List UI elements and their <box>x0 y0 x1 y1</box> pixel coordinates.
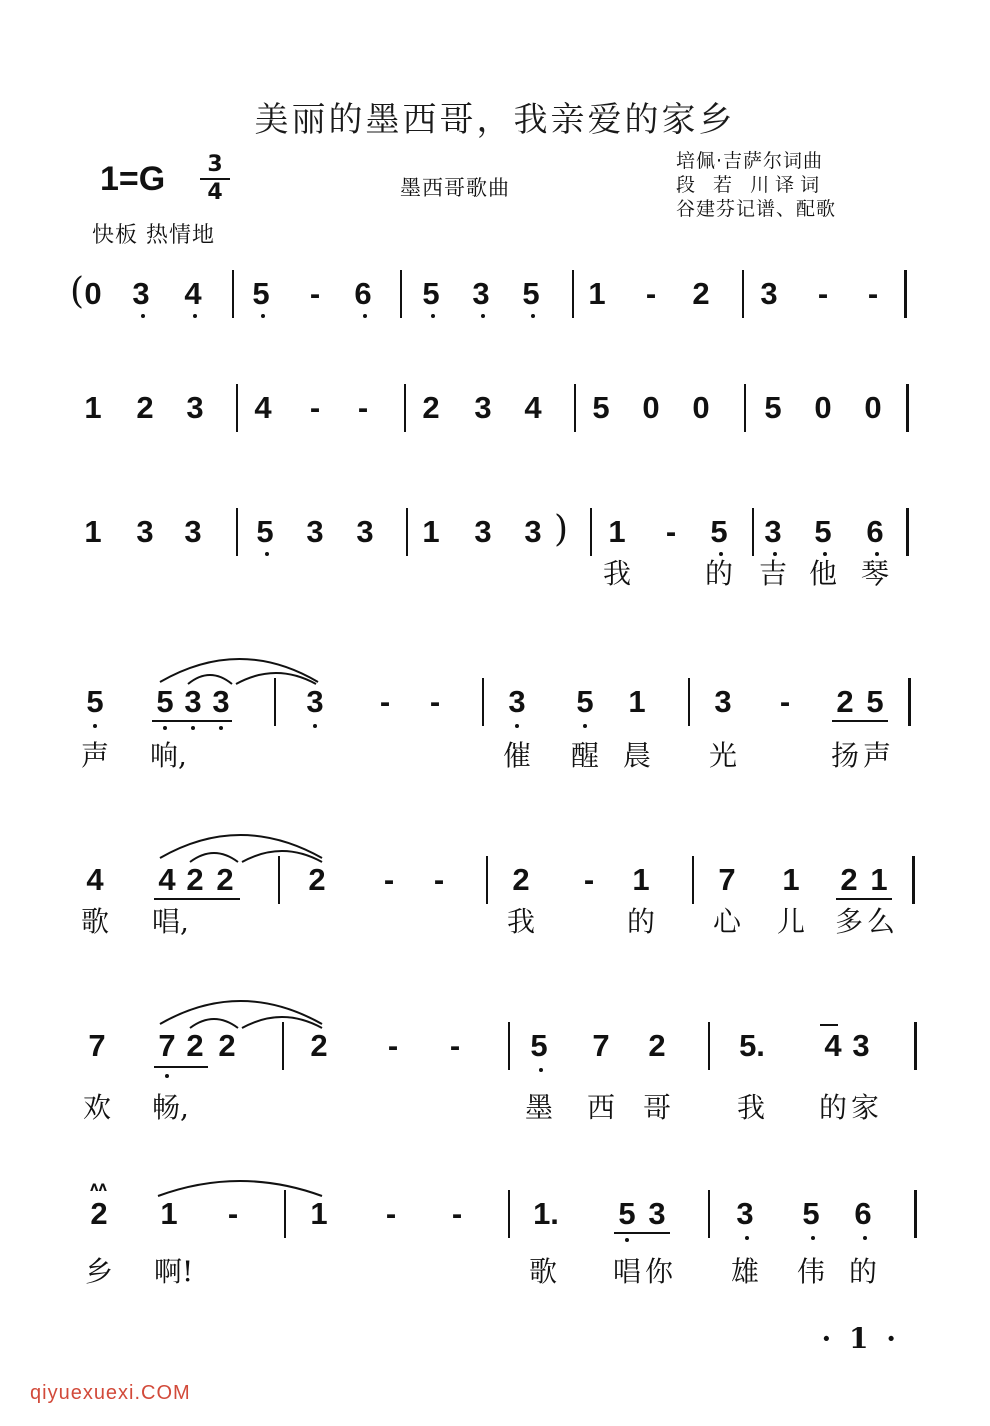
note: 2 <box>90 1196 108 1231</box>
bar-line <box>708 1022 710 1070</box>
lyric: 晨 <box>622 739 651 772</box>
eighth-underline <box>152 720 232 722</box>
note: 2 <box>310 1028 328 1063</box>
note: 0 <box>84 276 102 311</box>
tempo-marking: 快板 热情地 <box>92 223 215 248</box>
note: 4 <box>184 276 202 311</box>
note: 2 <box>186 862 204 897</box>
bar-line <box>406 508 408 556</box>
lower-octave-dot <box>863 1236 867 1240</box>
staff-line-7 <box>0 1180 990 1288</box>
note: 7 <box>718 862 736 897</box>
lyric: 的 <box>704 557 733 590</box>
note: 5 <box>422 276 440 311</box>
dotted-note: 1. <box>533 1196 559 1231</box>
note: 3 <box>524 514 542 549</box>
note: 3 <box>186 390 204 425</box>
note: 4 <box>86 862 104 897</box>
note: 3 <box>508 684 526 719</box>
lower-octave-dot <box>363 314 367 318</box>
dash: - <box>433 862 445 897</box>
note: 4 <box>254 390 272 425</box>
lyric: 心 <box>712 905 741 938</box>
eighth-underline <box>154 1066 208 1068</box>
note: 2 <box>136 390 154 425</box>
note: 7 <box>592 1028 610 1063</box>
note: 3 <box>474 514 492 549</box>
credit-translator: 段 若 川译词 <box>676 174 826 196</box>
bar-line <box>508 1190 510 1238</box>
lower-octave-dot <box>93 724 97 728</box>
lyric: 唱 <box>612 1255 641 1288</box>
lyric: 啊! <box>154 1255 194 1288</box>
lyric: 我 <box>736 1091 765 1124</box>
note: 2 <box>422 390 440 425</box>
note: 2 <box>218 1028 236 1063</box>
lyric: 唱, <box>152 905 189 938</box>
dash: - <box>379 684 391 719</box>
staff-line-5 <box>0 862 990 952</box>
bar-line <box>232 270 234 318</box>
staff-line-6 <box>0 1028 990 1124</box>
lyric: 么 <box>866 905 895 938</box>
note: 6 <box>854 1196 872 1231</box>
note: 0 <box>642 390 660 425</box>
note: 3 <box>764 514 782 549</box>
lower-octave-dot <box>773 552 777 556</box>
note: 1 <box>422 514 440 549</box>
song-title: 美丽的墨西哥，我亲爱的家乡 <box>254 100 736 140</box>
bar-line <box>486 856 488 904</box>
note: 4 <box>824 1028 842 1063</box>
note: 6 <box>354 276 372 311</box>
note: 5 <box>522 276 540 311</box>
lyric: 家 <box>850 1091 879 1124</box>
lower-octave-dot <box>265 552 269 556</box>
slur-ties <box>0 1156 990 1246</box>
note: 2 <box>308 862 326 897</box>
dash: - <box>779 684 791 719</box>
bar-line <box>908 678 911 726</box>
note: 1 <box>84 390 102 425</box>
note: 0 <box>692 390 710 425</box>
note: 2 <box>186 1028 204 1063</box>
bar-line <box>912 856 915 904</box>
note: 5 <box>866 684 884 719</box>
note: 3 <box>736 1196 754 1231</box>
lower-octave-dot <box>719 552 723 556</box>
bar-line <box>400 270 402 318</box>
meter-bottom: 4 <box>207 180 223 205</box>
lower-octave-dot <box>875 552 879 556</box>
note: 1 <box>160 1196 178 1231</box>
eighth-underline <box>836 898 892 900</box>
bar-line <box>278 856 280 904</box>
lyric: 声 <box>80 739 109 772</box>
note: 0 <box>814 390 832 425</box>
eighth-underline <box>614 1232 670 1234</box>
bar-line <box>404 384 406 432</box>
lower-octave-dot <box>163 726 167 730</box>
note: 1 <box>84 514 102 549</box>
note: 3 <box>212 684 230 719</box>
lyric: 伟 <box>796 1255 825 1288</box>
note: 3 <box>472 276 490 311</box>
credit-lyrics-music: 培佩·吉萨尔词曲 <box>676 150 824 172</box>
note: 5 <box>710 514 728 549</box>
note: 7 <box>158 1028 176 1063</box>
note: 6 <box>866 514 884 549</box>
dash: - <box>451 1196 463 1231</box>
time-signature <box>200 154 230 204</box>
dash: - <box>383 862 395 897</box>
note: 5 <box>86 684 104 719</box>
lyric: 西 <box>586 1091 615 1124</box>
staff-line-1 <box>0 271 990 366</box>
dash: - <box>867 276 879 311</box>
note: 3 <box>852 1028 870 1063</box>
lyric: 歌 <box>528 1255 557 1288</box>
lyric: 催 <box>502 739 531 772</box>
lower-octave-dot <box>261 314 265 318</box>
lyric: 雄 <box>730 1255 759 1288</box>
bar-line <box>904 270 907 318</box>
song-source: 墨西哥歌曲 <box>400 176 510 200</box>
lyric: 欢 <box>82 1091 111 1124</box>
staff-line-2 <box>0 390 990 480</box>
note: 2 <box>840 862 858 897</box>
staff-line-3 <box>0 509 990 604</box>
lyric: 的 <box>818 1091 847 1124</box>
lyric: 乡 <box>84 1255 113 1288</box>
note: 5 <box>256 514 274 549</box>
lower-octave-dot <box>745 1236 749 1240</box>
note: 3 <box>184 514 202 549</box>
watermark: qiyuexuexi.COM <box>30 1382 191 1404</box>
note: 5 <box>814 514 832 549</box>
bar-line <box>508 1022 510 1070</box>
note: 4 <box>524 390 542 425</box>
lyric: 醒 <box>570 739 599 772</box>
lower-octave-dot <box>811 1236 815 1240</box>
note: 3 <box>714 684 732 719</box>
dash: - <box>583 862 595 897</box>
lyric: 多 <box>834 905 863 938</box>
bar-line <box>914 1022 917 1070</box>
note: 2 <box>216 862 234 897</box>
lyric: 的 <box>848 1255 877 1288</box>
lyric: 光 <box>708 739 737 772</box>
dash: - <box>309 276 321 311</box>
note: 5 <box>592 390 610 425</box>
lower-octave-dot <box>625 1238 629 1242</box>
dash: - <box>385 1196 397 1231</box>
note: 3 <box>306 514 324 549</box>
credit-arranger: 谷建芬记谱、配歌 <box>676 198 837 220</box>
bar-line <box>236 508 238 556</box>
dash: - <box>645 276 657 311</box>
bar-line <box>906 508 909 556</box>
dash: - <box>357 390 369 425</box>
bar-line <box>572 270 574 318</box>
note: 5 <box>802 1196 820 1231</box>
note: 5 <box>764 390 782 425</box>
lyric: 我 <box>506 905 535 938</box>
lower-octave-dot <box>531 314 535 318</box>
note: 1 <box>870 862 888 897</box>
bar-line <box>906 384 909 432</box>
note: 1 <box>782 862 800 897</box>
lyric: 歌 <box>80 905 109 938</box>
dash: - <box>817 276 829 311</box>
bar-line <box>482 678 484 726</box>
note: 3 <box>474 390 492 425</box>
lyric: 的 <box>626 905 655 938</box>
lower-octave-dot <box>165 1074 169 1078</box>
lyric: 哥 <box>642 1091 671 1124</box>
dash: - <box>449 1028 461 1063</box>
bar-line <box>742 270 744 318</box>
close-parenthesis: ) <box>554 509 569 550</box>
note: 4 <box>158 862 176 897</box>
note: 5 <box>252 276 270 311</box>
note: 2 <box>512 862 530 897</box>
bar-line <box>236 384 238 432</box>
bar-line <box>274 678 276 726</box>
note: 3 <box>306 684 324 719</box>
lyric: 畅, <box>152 1091 189 1124</box>
lower-octave-dot <box>515 724 519 728</box>
note: 2 <box>836 684 854 719</box>
dash: - <box>227 1196 239 1231</box>
bar-line <box>688 678 690 726</box>
lower-octave-dot <box>191 726 195 730</box>
lower-octave-dot <box>431 314 435 318</box>
eighth-underline <box>832 720 888 722</box>
bar-line <box>752 508 754 556</box>
lower-octave-dot <box>219 726 223 730</box>
note: 5 <box>156 684 174 719</box>
lyric: 墨 <box>524 1091 553 1124</box>
lyric: 你 <box>644 1255 673 1288</box>
note: 1 <box>632 862 650 897</box>
lower-octave-dot <box>583 724 587 728</box>
eighth-underline <box>154 898 240 900</box>
upper-mark <box>820 1024 838 1026</box>
lower-octave-dot <box>823 552 827 556</box>
bar-line <box>284 1190 286 1238</box>
note: 1 <box>628 684 646 719</box>
bar-line <box>282 1022 284 1070</box>
dash: - <box>309 390 321 425</box>
note: 5 <box>618 1196 636 1231</box>
dash: - <box>665 514 677 549</box>
key-signature: 1=G <box>100 160 166 198</box>
note: 2 <box>648 1028 666 1063</box>
bar-line <box>574 384 576 432</box>
lyric: 声 <box>862 739 891 772</box>
bar-line <box>744 384 746 432</box>
note: 3 <box>184 684 202 719</box>
open-parenthesis: ( <box>70 271 85 312</box>
dotted-note: 5. <box>739 1028 765 1063</box>
lyric: 响, <box>150 739 187 772</box>
note: 5 <box>530 1028 548 1063</box>
lower-octave-dot <box>193 314 197 318</box>
bar-line <box>708 1190 710 1238</box>
note: 1 <box>310 1196 328 1231</box>
note: 0 <box>864 390 882 425</box>
note: 3 <box>136 514 154 549</box>
lyric: 我 <box>602 557 631 590</box>
note: 3 <box>356 514 374 549</box>
meter-top: 3 <box>207 152 223 177</box>
bar-line <box>692 856 694 904</box>
lower-octave-dot <box>481 314 485 318</box>
note: 5 <box>576 684 594 719</box>
note: 3 <box>760 276 778 311</box>
dash: - <box>429 684 441 719</box>
note: 7 <box>88 1028 106 1063</box>
note: 3 <box>648 1196 666 1231</box>
note: 2 <box>692 276 710 311</box>
note: 1 <box>608 514 626 549</box>
lyric: 儿 <box>776 905 805 938</box>
lower-octave-dot <box>313 724 317 728</box>
dash: - <box>387 1028 399 1063</box>
bar-line <box>590 508 592 556</box>
lyric: 琴 <box>860 557 889 590</box>
lower-octave-dot <box>539 1068 543 1072</box>
staff-line-4 <box>0 684 990 774</box>
lower-octave-dot <box>141 314 145 318</box>
lyric: 吉 <box>758 557 787 590</box>
note: 3 <box>132 276 150 311</box>
lyric: 扬 <box>830 739 859 772</box>
bar-line <box>914 1190 917 1238</box>
ornament-mark: ᴧᴧ <box>90 1180 107 1195</box>
page-number: · 1 · <box>821 1322 900 1355</box>
note: 1 <box>588 276 606 311</box>
lyric: 他 <box>808 557 837 590</box>
